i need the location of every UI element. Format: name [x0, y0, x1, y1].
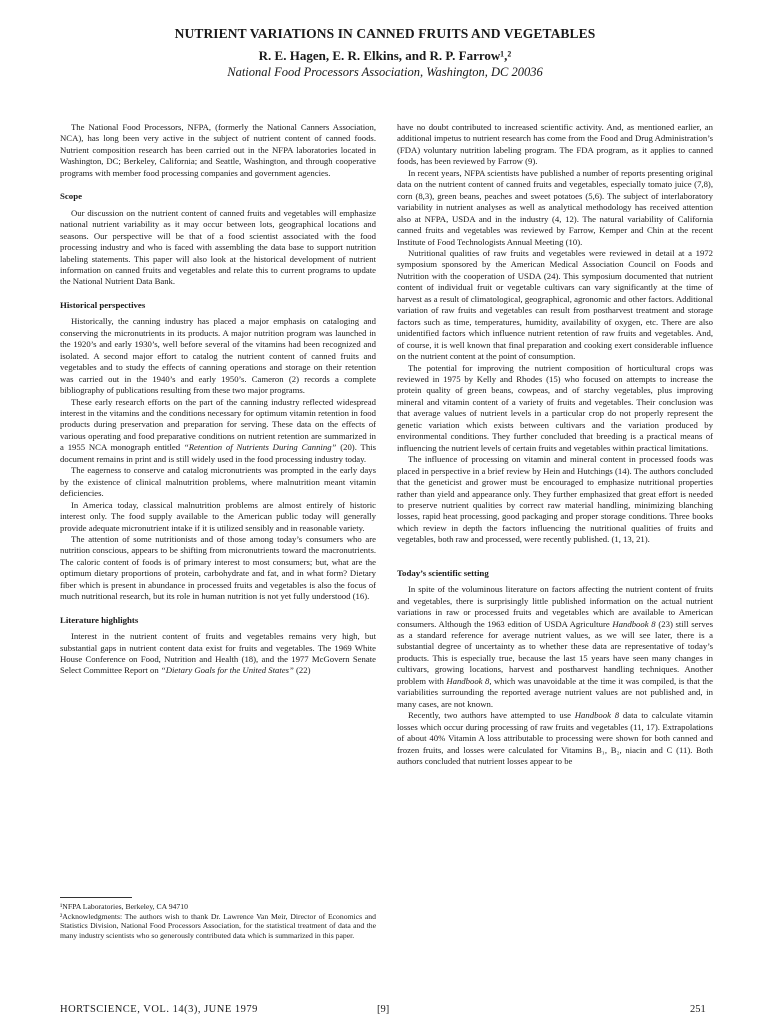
today-paragraph-2	[397, 710, 713, 767]
author-affiliation: National Food Processors Association, Washington, DC 20036	[227, 65, 543, 79]
historical-paragraph-2	[60, 397, 376, 466]
sequence-number: [9]	[377, 1004, 390, 1015]
continued-paragraph: have no doubt contributed to increased scientific activity. And, as mentioned earlier, an additional impetus to nutrient research has come from the Food and Drug Administration’s (FDA) voluntary nutrition labeling program. The FDA program, as it applies to canned foods, has been reviewed by Farrow (9).	[397, 122, 713, 167]
literature-p1-text-b: (22)	[293, 665, 311, 676]
monograph-title: “Retention of Nutrients During Canning”	[183, 442, 337, 453]
handbook-reference: Handbook 8	[612, 618, 656, 629]
left-column	[60, 122, 376, 677]
historical-p2-text-a: These early research efforts on the part of the canning industry reflected widespread interest in the vitamins and the conditions necessary for optimum vitamin retention in food products during preservation and preparation for serving. These data on the effects of various operating and food preparative conditions on nutrient retention are summarized in a 1955 NCA monograph entitled	[60, 396, 376, 453]
article-header	[0, 26, 770, 80]
right-paragraph-3: Nutritional qualities of raw fruits and vegetables were reviewed in detail at a 1972 symposium sponsored by the American Medical Association Council on Foods and Nutrition with the cooperation of USDA (24). This symposium documented that nutrient content of individual fruit or vegetable cultivars can vary significantly at the time of harvest as a result of climatological, geographical, agronomic and other factors. Additional variation of raw fruits and vegetables can result from postharvest treatment and storage factors such as time, temperatures, humidity, availability of oxygen, etc. There are also unidentified factors which influence nutrient retention of raw fruits and vegetables. And, of course, it is well known that final preparation and cooking exert considerable influence on the nutrient content at the point of consumption.	[397, 247, 713, 362]
literature-p1-text-a: Interest in the nutrient content of fruits and vegetables remains very high, but substantial gaps in nutrient content data exist for fruits and vegetables. The 1969 White House Conference on Food, Nutrition and Health (18), and the 1977 McGovern Senate Select Committee Report on	[60, 631, 376, 676]
intro-paragraph: The National Food Processors, NFPA, (formerly the National Canners Association, NCA), has long been very active in the subject of nutrient content of canned foods. Nutrient composition research has been carried out in the NFPA laboratories located in Washington, DC; Berkeley, California; and Seattle, Washington, and through cooperative programs with member food processing companies and government agencies.	[60, 122, 376, 178]
journal-citation: HORTSCIENCE, VOL. 14(3), JUNE 1979	[60, 1004, 258, 1015]
handbook-reference: Handbook 8	[574, 710, 620, 721]
section-heading-today: Today’s scientific setting	[397, 567, 489, 578]
historical-paragraph-4: In America today, classical malnutrition problems are almost entirely of historic interest only. The food supply available to the American public today will generally provide adequate micronutrient intake if it is utilized sensibly and in reasonable variety.	[60, 499, 376, 533]
right-paragraph-2: In recent years, NFPA scientists have published a number of reports presenting original data on the nutrient content of canned fruits and vegetables, especially tomato juice (7,8), corn (8,3), green beans, peaches and sweet potatoes (5,6). The subject of interlaboratory variability in nutrient analyses as well as analytical methodology has received attention also at NFPA, USDA and in the industry (4, 12). The natural variability of California canned fruits and vegetables was reviewed by Farrow, Kemper and Chin at the recent Institute of Food Technologists Annual Meeting (10).	[397, 167, 713, 247]
section-heading-scope: Scope	[60, 191, 82, 202]
page-number: 251	[690, 1004, 706, 1015]
author-list: R. E. Hagen, E. R. Elkins, and R. P. Farrow¹,²	[258, 48, 512, 63]
footnotes	[60, 902, 376, 940]
section-heading-literature: Literature highlights	[60, 614, 139, 625]
today-p1-text-a: In spite of the voluminous literature on factors affecting the nutrient content of fruits and vegetables, there is surprisingly little published information on the actual nutrient variations in raw or processed fruits and vegetables which are available to American consumers. Although the 1963 edition of USDA Agriculture	[397, 584, 713, 629]
handbook-reference: Handbook 8,	[446, 675, 492, 686]
today-paragraph-1	[397, 584, 713, 710]
right-column	[397, 122, 713, 767]
report-title: “Dietary Goals for the United States”	[160, 665, 294, 676]
literature-paragraph-1	[60, 631, 376, 677]
right-paragraph-5: The influence of processing on vitamin and mineral content in processed foods was placed in perspective in a brief review by Hein and Hutchings (14). The authors concluded that the geneticist and grower must be encouraged to emphasize nutritional properties rather than yield and appearance only. They further emphasized that great effort is needed to preserve nutrient qualities by correct raw material handling, minimizing blanching losses, rapid heat processing, good packaging and proper storage conditions. Three books which review in depth the factors influencing the nutritional qualities of fruits and vegetables, both raw and processed, were recently published. (1, 13, 21).	[397, 454, 713, 545]
historical-paragraph-5: The attention of some nutritionists and of those among today’s consumers who are nutrition conscious, appears to be shifting from micronutrients toward the macronutrients. The caloric content of foods is of primary interest to most consumers; but, what are the optimum dietary proportions of protein, carbohydrate and fat, and in what form? Dietary fiber which is present in abundance in processed fruits and vegetables is also the focus of much nutritional research, but its role in human nutrition is not yet fully understood (16).	[60, 533, 376, 602]
footnote-1: ¹NFPA Laboratories, Berkeley, CA 94710	[60, 902, 188, 911]
today-p2-text-b: data to calculate vitamin losses which occur during processing of raw fruits and vegetables (11, 17). Extrapolations of about 40% Vitamin A loss attributable to processing were shown for both canned and frozen fruits, and losses were calculated for Vitamins B₁, B₂, niacin and C (11). Both authors concluded that nutrient losses appear to be	[397, 710, 713, 767]
footnote-2: ²Acknowledgments: The authors wish to thank Dr. Lawrence Van Meir, Director of Economics and Statistics Division, National Food Processors Association, for the statistical treatment of data and the many industry scientists who so generously contributed data which is summarized in this paper.	[60, 911, 376, 940]
footnote-divider	[60, 897, 132, 898]
today-p1-text-c: which was unavoidable at the time it was compiled, is that the variabilities surrounding the reported average nutrient values are not published and, in many cases, are not known.	[397, 675, 713, 709]
scope-paragraph: Our discussion on the nutrient content of canned fruits and vegetables will emphasize national nutrient variability as it may occur between lots, geographical locations and seasons. Our perspective will be that of a food scientist associated with the food processing industry and who is faced with assembling the data base to support nutrition labeling statements. This paper will also look at the historical development of nutrient information on canned fruits and vegetables and relate this to current programs to update the National Nutrient Data Bank.	[60, 207, 376, 287]
article-title: NUTRIENT VARIATIONS IN CANNED FRUITS AND VEGETABLES	[174, 26, 596, 41]
historical-p2-text-b: (20). This document remains in print and is still widely used in the food processing industry today.	[60, 442, 376, 464]
historical-paragraph-1: Historically, the canning industry has placed a major emphasis on cataloging and conserving the micronutrients in its products. A major nutrition program was launched in the 1920’s and early 1930’s, well before several of the vitamins had been recognized and isolated. A second major effort to catalog the nutrient content of canned fruits and vegetables and to study the effects of canning operations and storage on their retention was carried out in the 1940’s and early 1950’s. Cameron (2) records a complete bibliography of publications resulting from these two major programs.	[60, 316, 376, 396]
section-heading-historical: Historical perspectives	[60, 299, 146, 310]
historical-paragraph-3: The eagerness to conserve and catalog micronutrients was prompted in the early days by the existence of clinical malnutrition problems, where malnutrition meant vitamin deficiencies.	[60, 465, 376, 499]
today-p1-text-b: (23) still serves as a standard reference for average nutrient values, as we will see later, there is a substantial degree of uncertainty as to whether these data are representative of today’s products. This is especially true, because the last 15 years have seen many changes in cultivars, growing locations, harvest and postharvest handling techniques. Another problem with	[397, 618, 713, 686]
today-p2-text-a: Recently, two authors have attempted to use	[408, 710, 575, 721]
right-paragraph-4: The potential for improving the nutrient composition of horticultural crops was reviewed in 1975 by Kelly and Rhodes (15) who focused on attempts to increase the protein quality of green beans, cowpeas, and of starchy vegetables, plus improving mineral and vitamin content of a variety of fruits and vegetables. Their conclusion was that average values of nutrient levels in a particular crop do not properly represent the genetic variation which exists between cultivars and the variation produced by environmental conditions. They further concluded that breeding is a practical means of influencing the nutrient levels of certain fruits and vegetables within practical limitations.	[397, 362, 713, 453]
